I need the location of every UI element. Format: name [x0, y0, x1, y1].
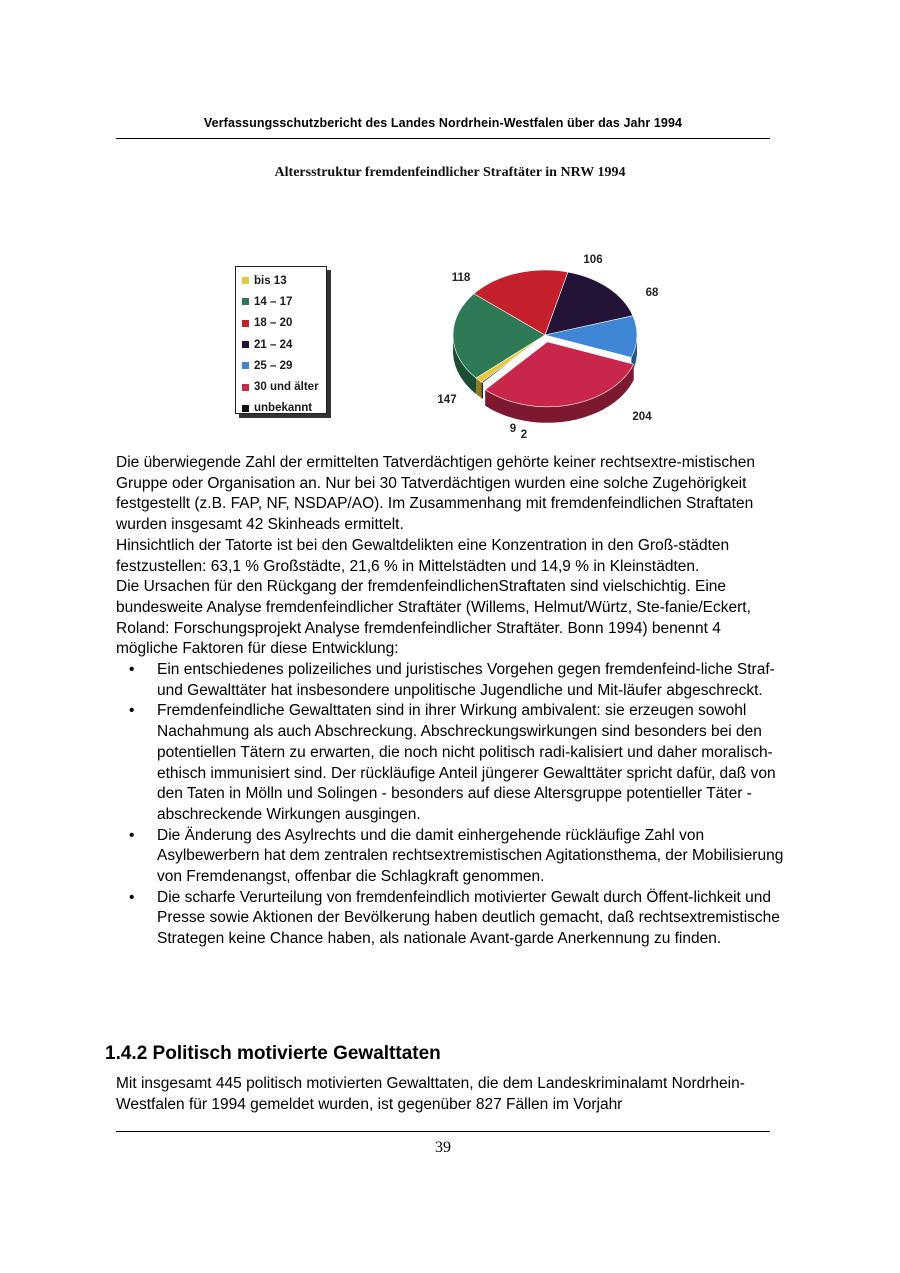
chart-title: Altersstruktur fremdenfeindlicher Straftäter in NRW 1994 — [274, 165, 626, 180]
body-text — [116, 453, 784, 950]
pie-data-label: 2 — [520, 429, 528, 441]
legend-label: 30 und älter — [254, 381, 319, 394]
legend-label: unbekannt — [254, 402, 313, 415]
bullet-item — [116, 888, 784, 950]
bullet-item — [116, 660, 784, 701]
legend-item — [242, 334, 326, 355]
legend-item — [242, 313, 326, 334]
pie-chart — [420, 240, 680, 450]
paragraph: Die überwiegende Zahl der ermittelten Tatverdächtigen gehörte keiner rechtsextre-mistischen Gruppe oder Organisation an. Nur bei 30 Tatverdächtigen wurden eine solche Zugehörigkeit festgestellt (z.B. FAP, NF, NSDAP/AO). Im Zusammenhang mit fremdenfeindlichen Straftaten wurden insgesamt 42 Skinheads ermittelt. — [116, 454, 755, 534]
legend-swatch — [242, 362, 249, 369]
page-number: 39 — [435, 1139, 451, 1156]
paragraph: Hinsichtlich der Tatorte ist bei den Gewaltdelikten eine Konzentration in den Groß-städten festzustellen: 63,1 % Großstädte, 21,6 % in Mittelstädten und 14,9 % in Kleinstädten. — [116, 536, 730, 575]
legend-swatch — [242, 384, 249, 391]
pie-data-label: 118 — [451, 272, 471, 284]
legend-swatch — [242, 341, 249, 348]
pie-data-label: 106 — [583, 254, 603, 266]
bullet-text: Fremdenfeindliche Gewalttaten sind in ihrer Wirkung ambivalent: sie erzeugen sowohl Nachahmung als auch Abschreckung. Abschreckungswirkungen sind besonders bei den potentiellen Tätern zu erwarten, die noch nicht politisch radi-kalisiert und daher moralisch- ethisch immunisiert sind. Der rückläufige Anteil jüngerer Gewalttäter spricht dafür, daß von den Taten in Mölln und Solingen - besonders auf diese Altersgruppe potentieller Täter - abschreckende Wirkungen ausgingen. — [157, 702, 776, 823]
legend-item — [242, 398, 326, 419]
bullet-item — [116, 701, 784, 825]
running-header: Verfassungsschutzbericht des Landes Nordrhein-Westfalen über das Jahr 1994 — [203, 116, 683, 130]
section-text: Mit insgesamt 445 politisch motivierten Gewalttaten, die dem Landeskriminalamt Nordrhein- Westfalen für 1994 gemeldet wurden, ist gegenüber 827 Fällen im Vorjahr — [116, 1075, 745, 1113]
bullet-marker: • — [129, 826, 135, 844]
pie-data-label: 68 — [645, 287, 659, 299]
chart-legend — [235, 266, 327, 414]
header-rule — [116, 138, 770, 139]
legend-swatch — [242, 298, 249, 305]
legend-item — [242, 270, 326, 291]
bullet-list — [116, 660, 784, 950]
pie-slice-side — [482, 382, 483, 399]
pie-data-label: 9 — [509, 423, 517, 435]
legend-swatch — [242, 277, 249, 284]
pie-data-label: 147 — [437, 394, 457, 406]
bullet-marker: • — [129, 702, 135, 720]
legend-item — [242, 355, 326, 376]
legend-swatch — [242, 405, 249, 412]
legend-item — [242, 291, 326, 312]
bullet-marker: • — [129, 661, 135, 679]
paragraph: Die Ursachen für den Rückgang der fremdenfeindlichenStraftaten sind vielschichtig. Eine bundesweite Analyse fremdenfeindlicher Straftäter (Willems, Helmut/Würtz, Ste-fanie/Eckert, Roland: Forschungsprojekt Analyse fremdenfeindlicher Straftäter. Bonn 1994) benennt 4 mögliche Faktoren für diese Entwicklung: — [116, 578, 751, 658]
legend-label: 14 – 17 — [254, 295, 293, 308]
section-heading: 1.4.2 Politisch motivierte Gewalttaten — [105, 1043, 441, 1064]
bullet-item — [116, 826, 784, 888]
legend-label: bis 13 — [254, 274, 287, 287]
bullet-text: Die Änderung des Asylrechts und die damit einhergehende rückläufige Zahl von Asylbewerbern hat dem zentralen rechtsextremistischen Agitationsthema, der Mobilisierung von Fremdenangst, offenbar die Schlagkraft genommen. — [157, 826, 784, 886]
footer-rule — [116, 1131, 770, 1132]
legend-label: 18 – 20 — [254, 317, 293, 330]
bullet-text: Ein entschiedenes polizeiliches und juristisches Vorgehen gegen fremdenfeind-liche Straf- und Gewalttäter hat insbesondere unpolitische Jugendliche und Mit-läufer abgeschreckt. — [157, 661, 775, 699]
legend-swatch — [242, 320, 249, 327]
legend-label: 25 – 29 — [254, 359, 293, 372]
pie-data-label: 204 — [632, 411, 652, 423]
legend-item — [242, 376, 326, 397]
bullet-marker: • — [129, 888, 135, 906]
bullet-text: Die scharfe Verurteilung von fremdenfeindlich motivierter Gewalt durch Öffent-lichkeit und Presse sowie Aktionen der Bevölkerung haben deutlich gemacht, daß rechtsextremistische Strategen keine Chance haben, als nationale Avant-garde Anerkennung zu finden. — [157, 888, 780, 948]
legend-label: 21 – 24 — [254, 338, 293, 351]
